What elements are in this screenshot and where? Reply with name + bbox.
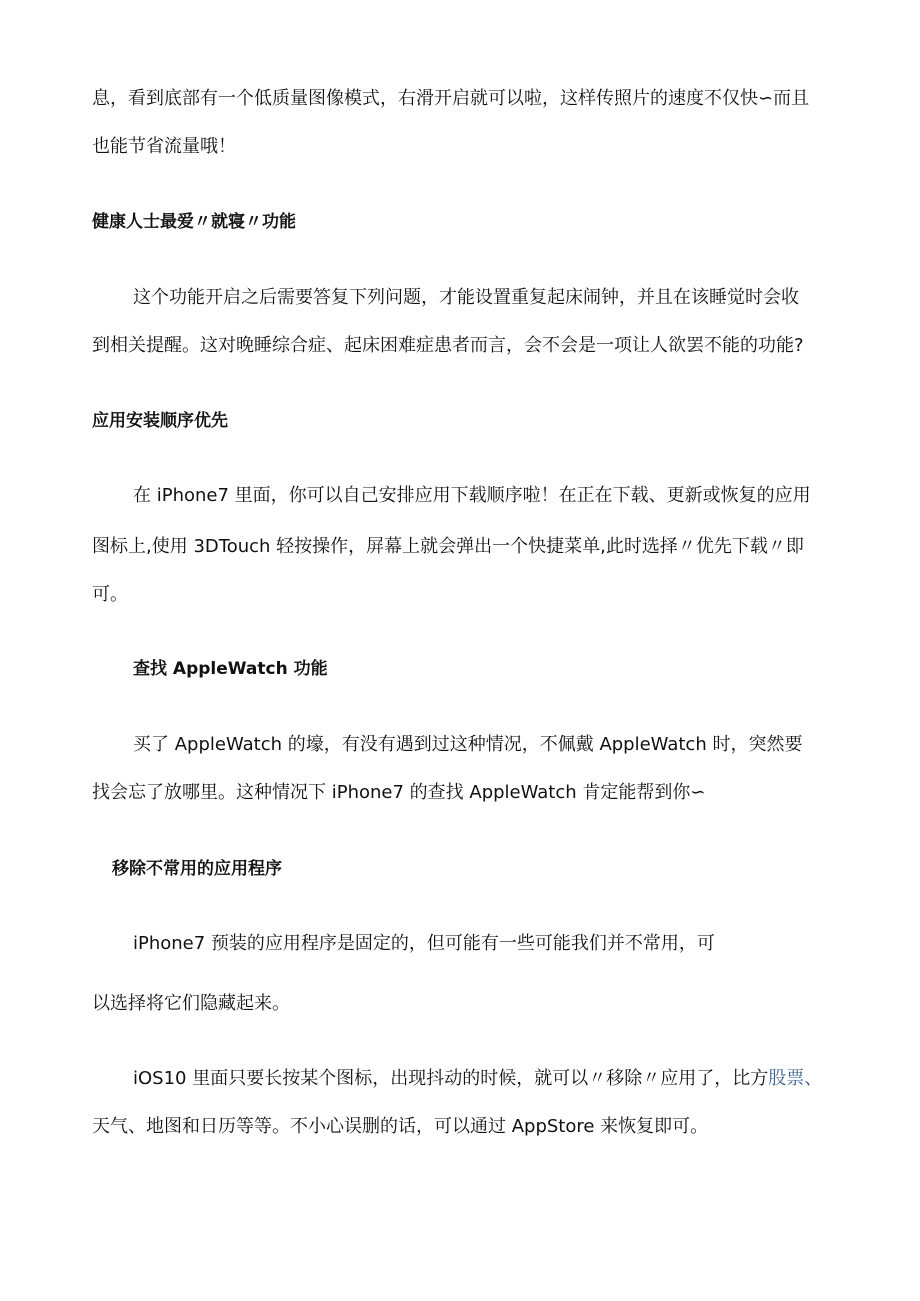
section-heading-remove: 移除不常用的应用程序: [112, 859, 282, 879]
intro-line-2: 也能节省流量哦！: [92, 136, 236, 157]
stocks-link[interactable]: 股票、: [768, 1068, 823, 1089]
section-heading-install: 应用安装顺序优先: [92, 411, 228, 431]
install-line-2: 图标上,使用 3DTouch 轻按操作，屏幕上就会弹出一个快捷菜单,此时选择〃优先下载〃即: [92, 536, 804, 557]
watch-line-2: 找会忘了放哪里。这种情况下 iPhone7 的查找 AppleWatch 肯定能帮到你∽: [92, 782, 706, 803]
intro-line-1: 息，看到底部有一个低质量图像模式，右滑开启就可以啦，这样传照片的速度不仅快∽而且: [92, 88, 810, 109]
remove-p1-line-1: iPhone7 预装的应用程序是固定的，但可能有一些可能我们并不常用，可: [133, 933, 715, 954]
section-heading-watch: 查找 AppleWatch 功能: [133, 659, 328, 679]
watch-line-1: 买了 AppleWatch 的壕，有没有遇到过这种情况，不佩戴 AppleWatch 时，突然要: [133, 734, 803, 755]
install-line-3: 可。: [92, 584, 128, 605]
remove-p1-line-2: 以选择将它们隐藏起来。: [92, 993, 290, 1014]
sleep-line-2: 到相关提醒。这对晚睡综合症、起床困难症患者而言，会不会是一项让人欲罢不能的功能?: [92, 335, 804, 356]
remove-p2-line-1: [133, 1067, 893, 1091]
sleep-line-1: 这个功能开启之后需要答复下列问题，才能设置重复起床闹钟，并且在该睡觉时会收: [133, 287, 799, 308]
install-line-1: 在 iPhone7 里面，你可以自己安排应用下载顺序啦！在正在下载、更新或恢复的应用: [133, 485, 811, 506]
section-heading-sleep: 健康人士最爱〃就寝〃功能: [92, 212, 296, 232]
remove-p2-line-1-text: iOS10 里面只要长按某个图标，出现抖动的时候，就可以〃移除〃应用了，比方: [133, 1068, 769, 1089]
remove-p2-line-2: 天气、地图和日历等等。不小心误删的话，可以通过 AppStore 来恢复即可。: [92, 1116, 709, 1137]
